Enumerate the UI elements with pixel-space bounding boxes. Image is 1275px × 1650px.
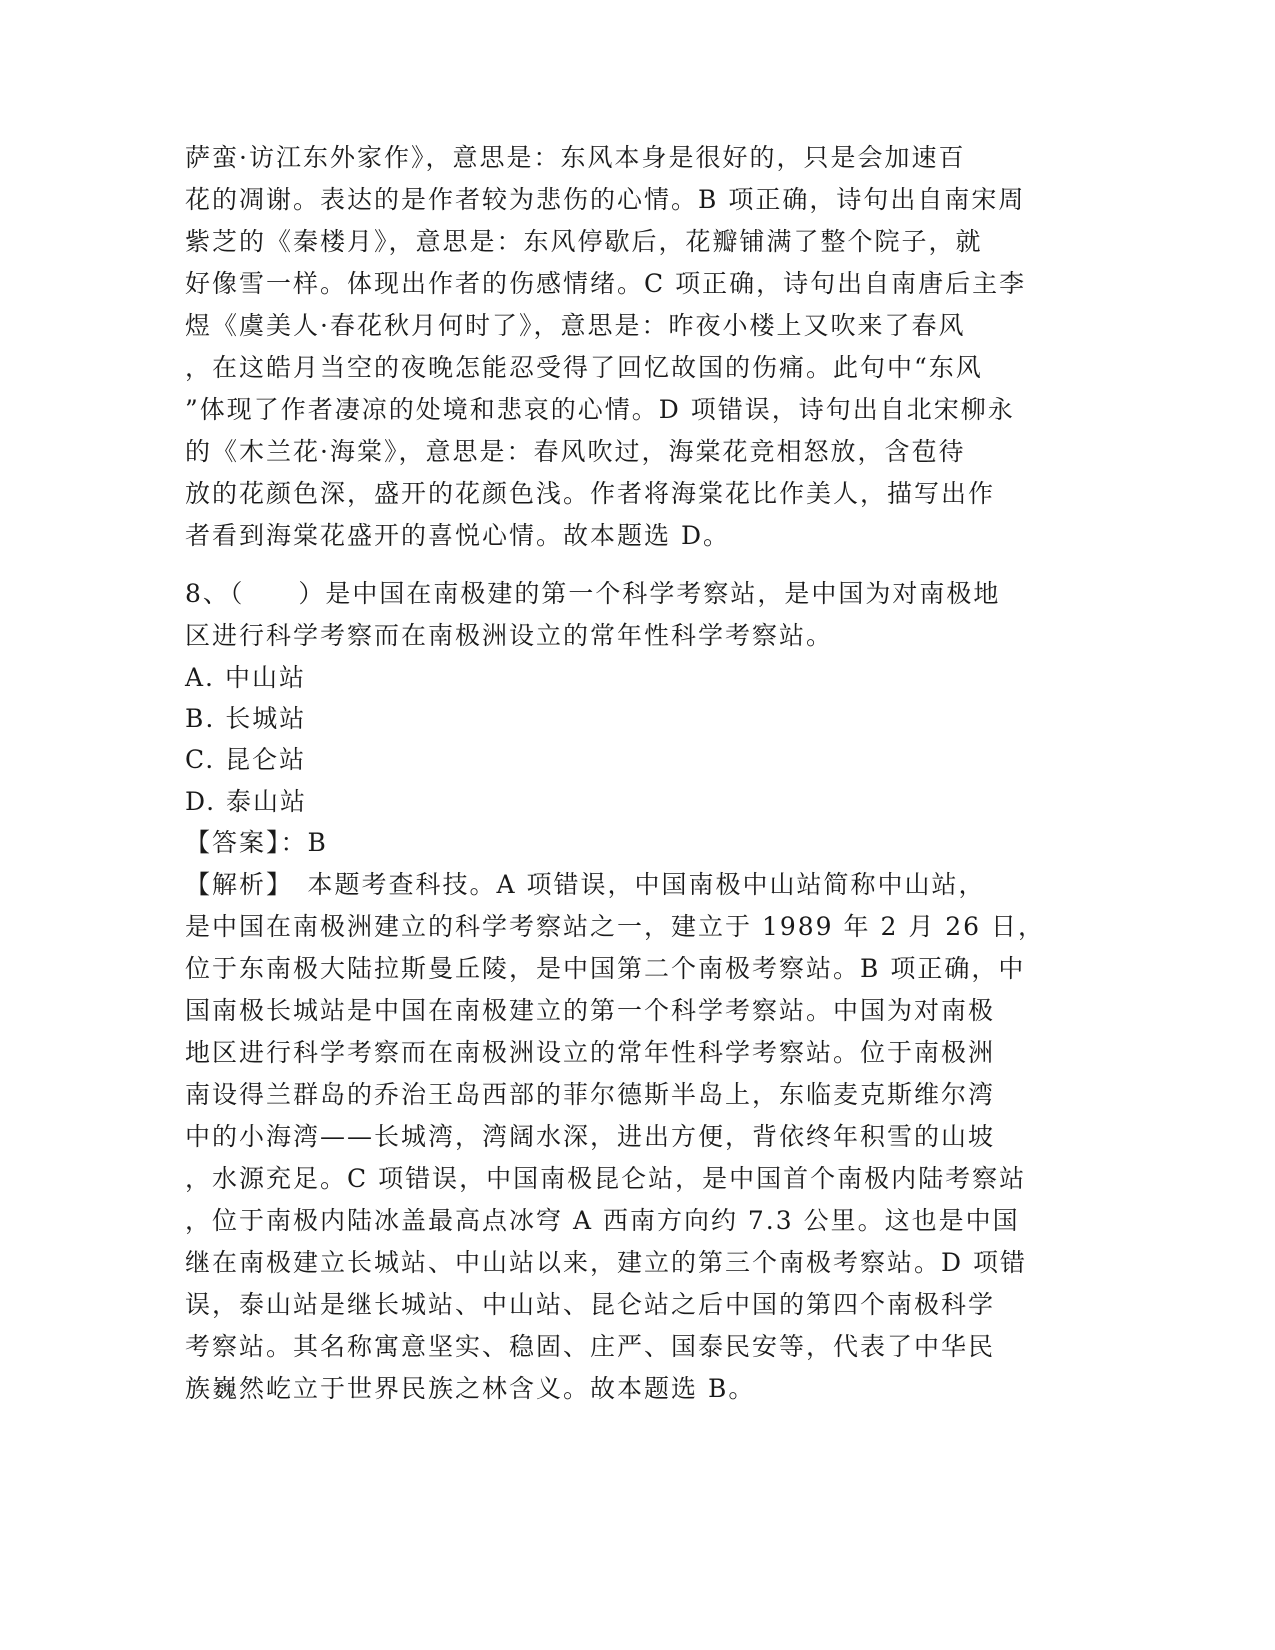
prev-explanation-line: 煜《虞美人·春花秋月何时了》，意思是：昨夜小楼上又吹来了春风 — [185, 311, 966, 340]
analysis-line: 继在南极建立长城站、中山站以来，建立的第三个南极考察站。D 项错 — [185, 1248, 1027, 1277]
analysis-line: 中的小海湾——长城湾，湾阔水深，进出方便，背依终年积雪的山坡 — [185, 1122, 996, 1151]
analysis-line: 国南极长城站是中国在南极建立的第一个科学考察站。中国为对南极 — [185, 996, 996, 1025]
analysis-line: 位于东南极大陆拉斯曼丘陵，是中国第二个南极考察站。B 项正确，中 — [185, 954, 1026, 983]
analysis-line: 误，泰山站是继长城站、中山站、昆仑站之后中国的第四个南极科学 — [185, 1290, 996, 1319]
option-d: D. 泰山站 — [185, 787, 308, 816]
option-c: C. 昆仑站 — [185, 745, 307, 774]
question-stem-line: 8、（ ）是中国在南极建的第一个科学考察站，是中国为对南极地 — [185, 579, 1001, 608]
answer-line: 【答案】：B — [185, 828, 328, 857]
analysis-line: 是中国在南极洲建立的科学考察站之一，建立于 1989 年 2 月 26 日， — [185, 912, 1046, 941]
analysis-line: ，位于南极内陆冰盖最高点冰穹 A 西南方向约 7.3 公里。这也是中国 — [185, 1206, 1020, 1235]
option-a: A. 中山站 — [185, 663, 306, 692]
prev-explanation-line: ”体现了作者凄凉的处境和悲哀的心情。D 项错误，诗句出自北宋柳永 — [185, 395, 1015, 424]
prev-explanation-line: 好像雪一样。体现出作者的伤感情绪。C 项正确，诗句出自南唐后主李 — [185, 269, 1027, 298]
analysis-line: 南设得兰群岛的乔治王岛西部的菲尔德斯半岛上，东临麦克斯维尔湾 — [185, 1080, 996, 1109]
prev-explanation-line: 放的花颜色深，盛开的花颜色浅。作者将海棠花比作美人，描写出作 — [185, 479, 996, 508]
analysis-line: 【解析】 本题考查科技。A 项错误，中国南极中山站简称中山站， — [185, 870, 986, 899]
option-b: B. 长城站 — [185, 704, 307, 733]
analysis-line: ，水源充足。C 项错误，中国南极昆仑站，是中国首个南极内陆考察站 — [185, 1164, 1027, 1193]
prev-explanation-line: ，在这皓月当空的夜晚怎能忍受得了回忆故国的伤痛。此句中“东风 — [185, 353, 983, 382]
question-stem-line: 区进行科学考察而在南极洲设立的常年性科学考察站。 — [185, 621, 834, 650]
prev-explanation-line: 者看到海棠花盛开的喜悦心情。故本题选 D。 — [185, 521, 730, 550]
prev-explanation-line: 花的凋谢。表达的是作者较为悲伤的心情。B 项正确，诗句出自南宋周 — [185, 185, 1026, 214]
prev-explanation-line: 紫芝的《秦楼月》，意思是：东风停歇后，花瓣铺满了整个院子，就 — [185, 227, 983, 256]
analysis-line: 地区进行科学考察而在南极洲设立的常年性科学考察站。位于南极洲 — [185, 1038, 996, 1067]
analysis-line: 考察站。其名称寓意坚实、稳固、庄严、国泰民安等，代表了中华民 — [185, 1332, 996, 1361]
prev-explanation-line: 的《木兰花·海棠》，意思是：春风吹过，海棠花竞相怒放，含苞待 — [185, 437, 966, 466]
analysis-line: 族巍然屹立于世界民族之林含义。故本题选 B。 — [185, 1374, 756, 1403]
prev-explanation-line: 萨蛮·访江东外家作》，意思是：东风本身是很好的，只是会加速百 — [185, 143, 966, 172]
